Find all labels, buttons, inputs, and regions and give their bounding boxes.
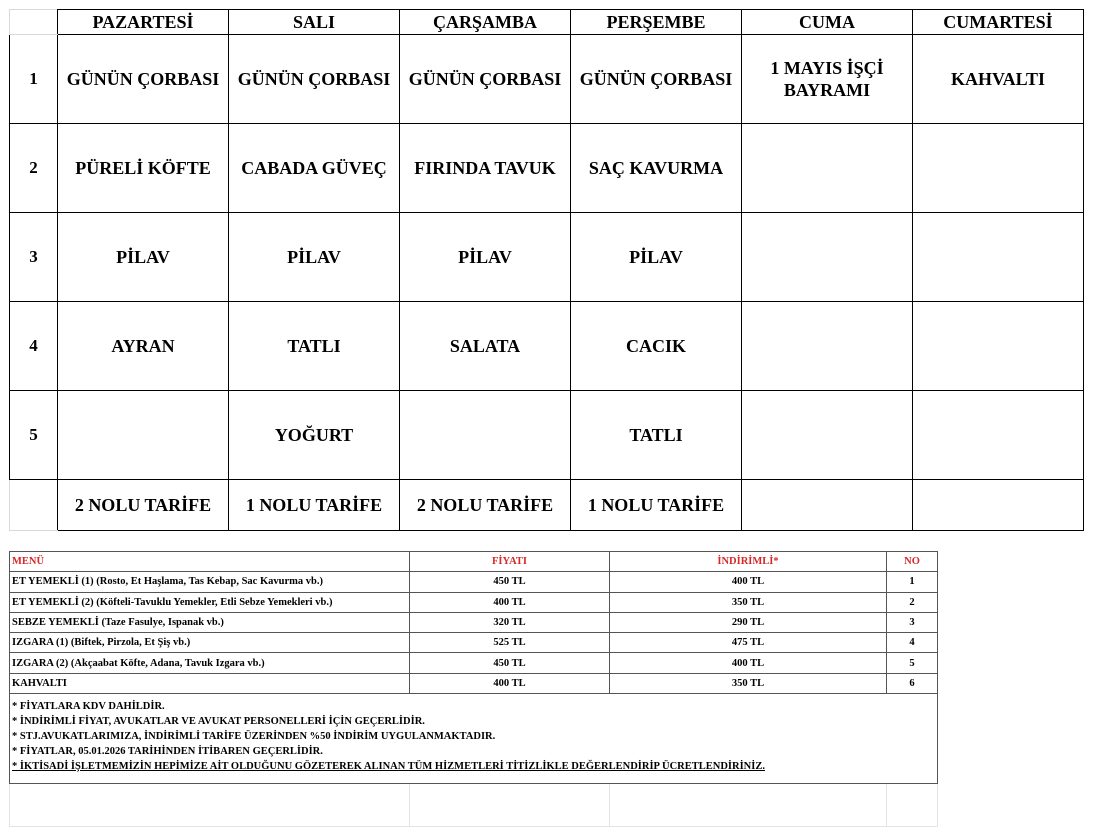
menu-no: 3 bbox=[887, 612, 938, 632]
row-number: 5 bbox=[10, 391, 58, 480]
price-row bbox=[10, 592, 938, 612]
meal-cell: PİLAV bbox=[571, 213, 742, 302]
notes-cell bbox=[10, 694, 938, 784]
menu-no: 5 bbox=[887, 653, 938, 673]
empty-grid-row bbox=[10, 784, 938, 827]
meal-cell: PİLAV bbox=[229, 213, 400, 302]
menu-discounted-price: 350 TL bbox=[610, 592, 887, 612]
price-header-row bbox=[10, 552, 938, 572]
meal-cell: GÜNÜN ÇORBASI bbox=[229, 35, 400, 124]
meal-cell bbox=[400, 391, 571, 480]
meal-cell: GÜNÜN ÇORBASI bbox=[400, 35, 571, 124]
tariff-cell: 1 NOLU TARİFE bbox=[229, 480, 400, 531]
menu-price: 525 TL bbox=[410, 633, 610, 653]
menu-name: ET YEMEKLİ (1) (Rosto, Et Haşlama, Tas Kebap, Sac Kavurma vb.) bbox=[10, 572, 410, 592]
menu-no: 6 bbox=[887, 673, 938, 693]
menu-no: 4 bbox=[887, 633, 938, 653]
menu-name: SEBZE YEMEKLİ (Taze Fasulye, Ispanak vb.) bbox=[10, 612, 410, 632]
day-header: PAZARTESİ bbox=[58, 10, 229, 35]
tariff-cell bbox=[913, 480, 1084, 531]
price-row bbox=[10, 633, 938, 653]
menu-name: IZGARA (2) (Akçaabat Köfte, Adana, Tavuk Izgara vb.) bbox=[10, 653, 410, 673]
meal-cell bbox=[742, 391, 913, 480]
meal-cell: CACIK bbox=[571, 302, 742, 391]
meal-cell: FIRINDA TAVUK bbox=[400, 124, 571, 213]
day-header: ÇARŞAMBA bbox=[400, 10, 571, 35]
note-line: * İNDİRİMLİ FİYAT, AVUKATLAR VE AVUKAT PERSONELLERİ İÇİN GEÇERLİDİR. bbox=[12, 716, 425, 728]
menu-discounted-price: 290 TL bbox=[610, 612, 887, 632]
menu-discounted-price: 400 TL bbox=[610, 653, 887, 673]
day-header: CUMA bbox=[742, 10, 913, 35]
meal-cell bbox=[58, 391, 229, 480]
empty-cell bbox=[410, 784, 610, 827]
meal-cell: GÜNÜN ÇORBASI bbox=[571, 35, 742, 124]
meal-cell bbox=[913, 302, 1084, 391]
price-row bbox=[10, 653, 938, 673]
menu-discounted-price: 400 TL bbox=[610, 572, 887, 592]
day-header: CUMARTESİ bbox=[913, 10, 1084, 35]
row-number: 3 bbox=[10, 213, 58, 302]
meal-cell bbox=[742, 124, 913, 213]
tariff-cell: 2 NOLU TARİFE bbox=[58, 480, 229, 531]
row-number: 2 bbox=[10, 124, 58, 213]
meal-cell: TATLI bbox=[229, 302, 400, 391]
tariff-cell: 2 NOLU TARİFE bbox=[400, 480, 571, 531]
row-number: 1 bbox=[10, 35, 58, 124]
tariff-blank-cell bbox=[10, 480, 58, 531]
meal-cell: PÜRELİ KÖFTE bbox=[58, 124, 229, 213]
menu-name: KAHVALTI bbox=[10, 673, 410, 693]
meal-cell: SALATA bbox=[400, 302, 571, 391]
meal-cell: KAHVALTI bbox=[913, 35, 1084, 124]
meal-row bbox=[10, 213, 1084, 302]
menu-name: IZGARA (1) (Biftek, Pirzola, Et Şiş vb.) bbox=[10, 633, 410, 653]
meal-cell: PİLAV bbox=[58, 213, 229, 302]
menu-price: 320 TL bbox=[410, 612, 610, 632]
price-table bbox=[9, 551, 938, 827]
empty-cell bbox=[887, 784, 938, 827]
day-header: PERŞEMBE bbox=[571, 10, 742, 35]
meal-cell: 1 MAYIS İŞÇİ BAYRAMI bbox=[742, 35, 913, 124]
tariff-cell: 1 NOLU TARİFE bbox=[571, 480, 742, 531]
meal-cell: GÜNÜN ÇORBASI bbox=[58, 35, 229, 124]
corner-cell bbox=[10, 10, 58, 35]
meal-row bbox=[10, 391, 1084, 480]
menu-discounted-price: 475 TL bbox=[610, 633, 887, 653]
menu-discounted-price: 350 TL bbox=[610, 673, 887, 693]
menu-price: 400 TL bbox=[410, 592, 610, 612]
meal-cell bbox=[742, 213, 913, 302]
note-line: * STJ.AVUKATLARIMIZA, İNDİRİMLİ TARİFE ÜZERİNDEN %50 İNDİRİM UYGULANMAKTADIR. bbox=[12, 731, 496, 743]
menu-no: 2 bbox=[887, 592, 938, 612]
meal-cell: YOĞURT bbox=[229, 391, 400, 480]
tariff-row bbox=[10, 480, 1084, 531]
tariff-cell bbox=[742, 480, 913, 531]
no-header: NO bbox=[887, 552, 938, 572]
meal-cell: TATLI bbox=[571, 391, 742, 480]
meal-cell bbox=[913, 213, 1084, 302]
weekly-menu-table bbox=[9, 9, 1084, 531]
menu-header: MENÜ bbox=[10, 552, 410, 572]
meal-row bbox=[10, 302, 1084, 391]
discounted-header: İNDİRİMLİ* bbox=[610, 552, 887, 572]
note-line: * FİYATLARA KDV DAHİLDİR. bbox=[12, 701, 165, 713]
meal-cell: AYRAN bbox=[58, 302, 229, 391]
meal-cell bbox=[913, 391, 1084, 480]
meal-row bbox=[10, 124, 1084, 213]
meal-cell: CABADA GÜVEÇ bbox=[229, 124, 400, 213]
empty-cell bbox=[610, 784, 887, 827]
price-row bbox=[10, 673, 938, 693]
day-header: SALI bbox=[229, 10, 400, 35]
menu-price: 450 TL bbox=[410, 653, 610, 673]
meal-row bbox=[10, 35, 1084, 124]
menu-no: 1 bbox=[887, 572, 938, 592]
meal-cell bbox=[913, 124, 1084, 213]
note-line: * FİYATLAR, 05.01.2026 TARİHİNDEN İTİBAREN GEÇERLİDİR. bbox=[12, 746, 323, 758]
price-row bbox=[10, 612, 938, 632]
price-row bbox=[10, 572, 938, 592]
note-line: * İKTİSADİ İŞLETMEMİZİN HEPİMİZE AİT OLDUĞUNU GÖZETEREK ALINAN TÜM HİZMETLERİ TİTİZLİKLE DEĞERLENDİRİP ÜCRETLENDİRİNİZ. bbox=[12, 761, 765, 773]
menu-price: 450 TL bbox=[410, 572, 610, 592]
empty-cell bbox=[10, 784, 410, 827]
meal-cell bbox=[742, 302, 913, 391]
notes-row bbox=[10, 694, 938, 784]
day-header-row bbox=[10, 10, 1084, 35]
meal-cell: SAÇ KAVURMA bbox=[571, 124, 742, 213]
price-header: FİYATI bbox=[410, 552, 610, 572]
menu-name: ET YEMEKLİ (2) (Köfteli-Tavuklu Yemekler, Etli Sebze Yemekleri vb.) bbox=[10, 592, 410, 612]
meal-cell: PİLAV bbox=[400, 213, 571, 302]
menu-price: 400 TL bbox=[410, 673, 610, 693]
row-number: 4 bbox=[10, 302, 58, 391]
